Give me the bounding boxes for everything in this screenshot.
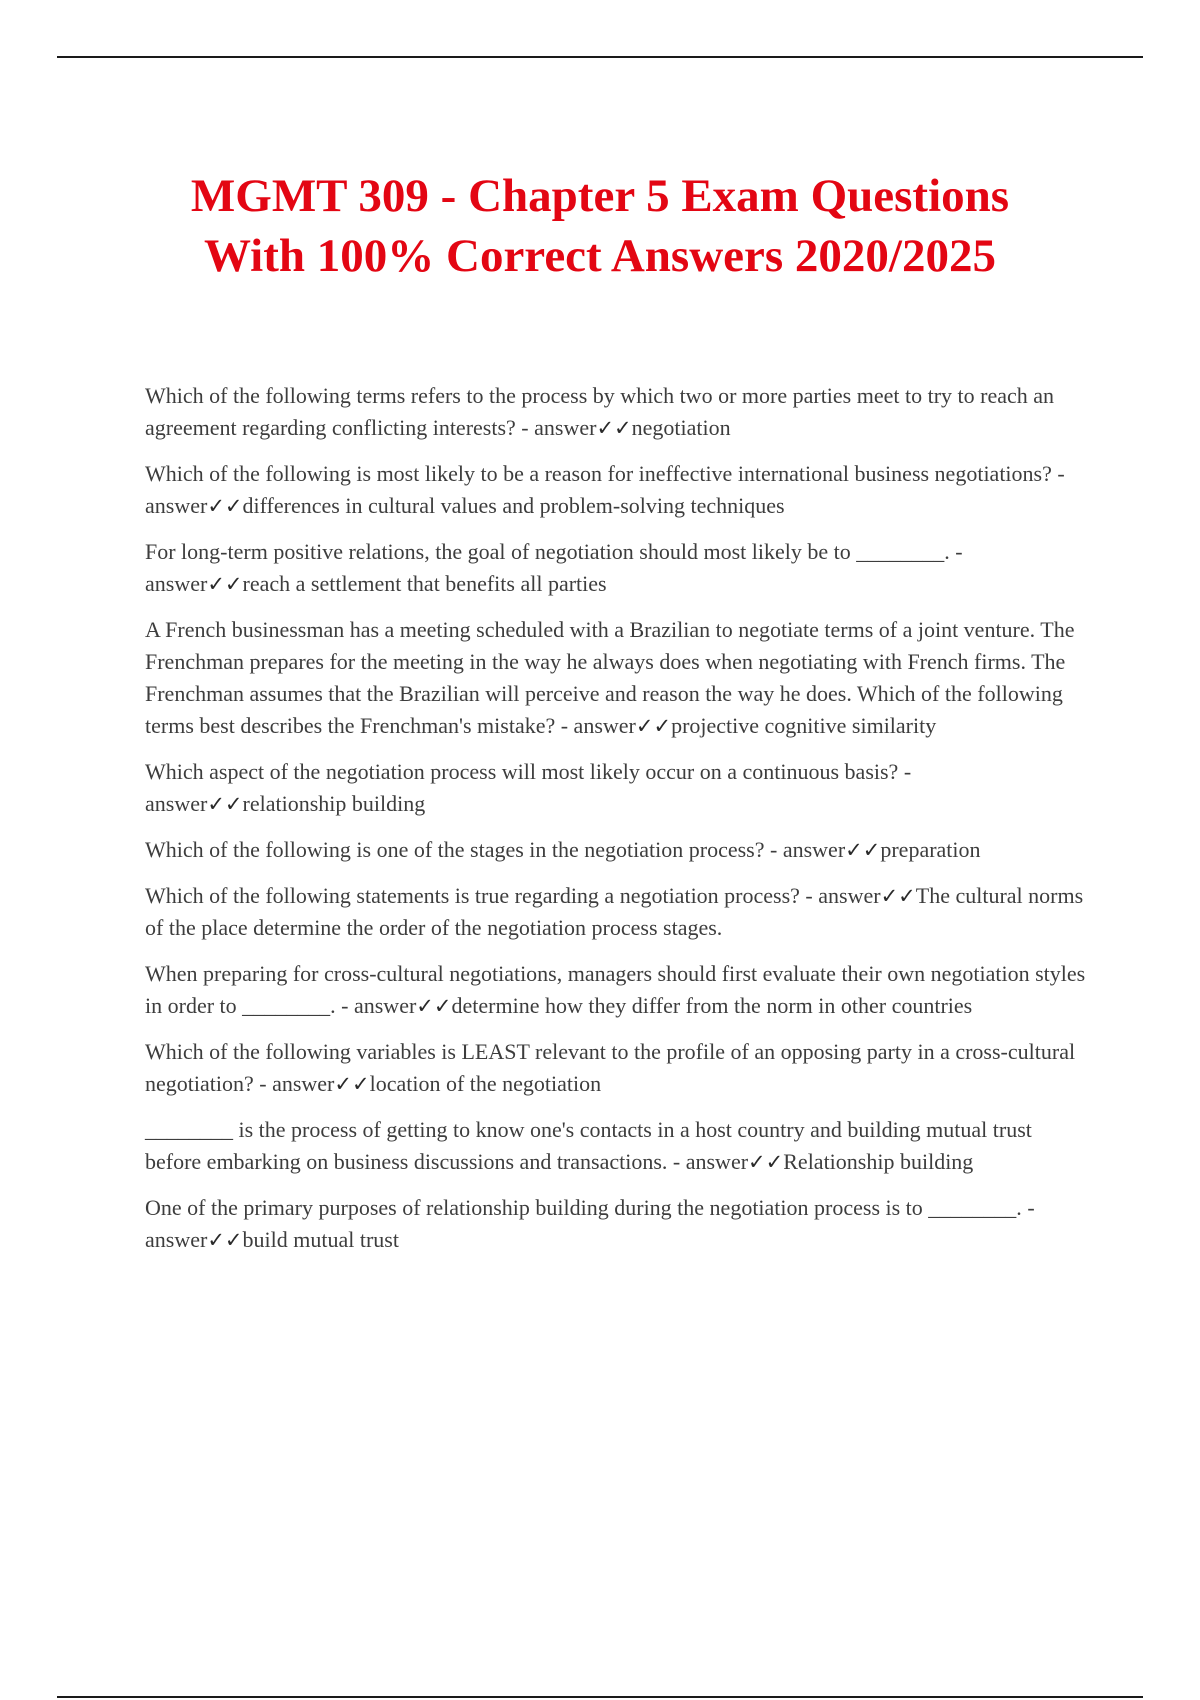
question-text: When preparing for cross-cultural negotiations, managers should first evaluate their own negotiation styles in order to ________. — [145, 961, 1086, 1018]
answer-prefix: - answer — [799, 883, 881, 908]
qa-item — [145, 756, 1090, 820]
question-text: Which of the following is most likely to be a reason for ineffective international business negotiations? — [145, 461, 1052, 486]
answer-prefix: - answer — [515, 415, 597, 440]
qa-item — [145, 1192, 1090, 1256]
check-mark-icon: ✓✓ — [880, 884, 916, 908]
document-title — [100, 166, 1100, 286]
answer-text: build mutual trust — [242, 1227, 399, 1252]
qa-item — [145, 458, 1090, 522]
check-mark-icon: ✓✓ — [334, 1072, 370, 1096]
check-mark-icon: ✓✓ — [635, 714, 672, 738]
check-mark-icon: ✓✓ — [207, 792, 243, 816]
question-text: One of the primary purposes of relationship building during the negotiation process is to ________. — [145, 1195, 1022, 1220]
answer-text: negotiation — [631, 415, 731, 440]
answer-text: location of the negotiation — [369, 1071, 602, 1096]
question-text: Which of the following statements is true regarding a negotiation process? — [145, 883, 800, 908]
title-line-2: With 100% Correct Answers 2020/2025 — [204, 230, 996, 282]
answer-text: reach a settlement that benefits all parties — [242, 571, 607, 596]
answer-prefix: - answer — [145, 539, 963, 596]
answer-text: determine how they differ from the norm in other countries — [451, 993, 973, 1018]
answer-prefix: - answer — [667, 1149, 749, 1174]
check-mark-icon: ✓✓ — [207, 572, 243, 596]
question-text: ________ is the process of getting to know one's contacts in a host country and building mutual trust before embarking on business discussions and transactions. — [145, 1117, 1032, 1174]
answer-prefix: - answer — [335, 993, 417, 1018]
question-text: Which aspect of the negotiation process will most likely occur on a continuous basis? — [145, 759, 899, 784]
qa-list — [145, 380, 1090, 1270]
check-mark-icon: ✓✓ — [596, 416, 632, 440]
answer-text: projective cognitive similarity — [671, 713, 937, 738]
qa-item — [145, 1036, 1090, 1100]
check-mark-icon: ✓✓ — [416, 994, 452, 1018]
qa-item — [145, 834, 1090, 866]
qa-item — [145, 614, 1090, 742]
title-line-1: MGMT 309 - Chapter 5 Exam Questions — [190, 170, 1010, 222]
question-text: Which of the following is one of the stages in the negotiation process? — [145, 837, 765, 862]
check-mark-icon: ✓✓ — [207, 1228, 243, 1252]
answer-prefix: - answer — [253, 1071, 335, 1096]
answer-text: preparation — [880, 837, 981, 862]
qa-item — [145, 1114, 1090, 1178]
question-text: Which of the following terms refers to the process by which two or more parties meet to try to reach an agreement regarding conflicting interests? — [145, 383, 1055, 440]
qa-item — [145, 880, 1090, 944]
bottom-rule — [57, 1696, 1143, 1698]
check-mark-icon: ✓✓ — [845, 838, 881, 862]
question-text: Which of the following variables is LEAST relevant to the profile of an opposing party in a cross-cultural negotiation? — [145, 1039, 1076, 1096]
check-mark-icon: ✓✓ — [748, 1150, 784, 1174]
question-text: A French businessman has a meeting scheduled with a Brazilian to negotiate terms of a joint venture. The Frenchman prepares for the meeting in the way he always does when negotiating with French firms. The Frenchman assumes that the Brazilian will perceive and reason the way he does. Which of the following terms best describes the Frenchman's mistake? — [145, 617, 1075, 738]
answer-prefix: - answer — [555, 713, 636, 738]
answer-text: Relationship building — [783, 1149, 974, 1174]
answer-prefix: - answer — [145, 461, 1065, 518]
top-rule — [57, 56, 1143, 58]
answer-text: differences in cultural values and problem-solving techniques — [242, 493, 785, 518]
check-mark-icon: ✓✓ — [207, 494, 243, 518]
answer-text: relationship building — [242, 791, 426, 816]
answer-prefix: - answer — [145, 759, 912, 816]
answer-text: The cultural norms of the place determine the order of the negotiation process stages. — [145, 883, 1084, 940]
question-text: For long-term positive relations, the goal of negotiation should most likely be to ________. — [145, 539, 950, 564]
qa-item — [145, 958, 1090, 1022]
qa-item — [145, 536, 1090, 600]
qa-item — [145, 380, 1090, 444]
answer-prefix: - answer — [145, 1195, 1035, 1252]
answer-prefix: - answer — [764, 837, 846, 862]
